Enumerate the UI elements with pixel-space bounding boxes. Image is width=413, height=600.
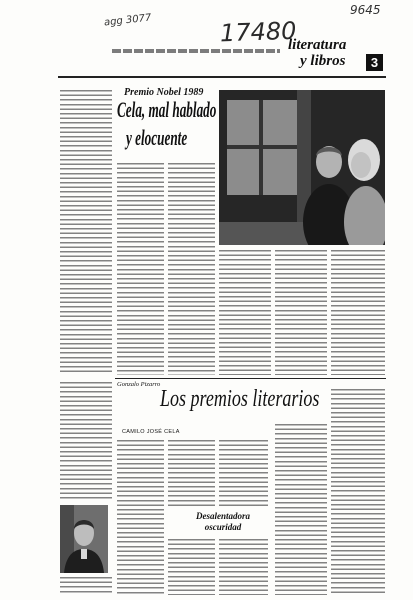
body-text-column: [219, 250, 271, 375]
photo-caption: CAMILO JOSÉ CELA: [122, 429, 180, 435]
article-subhead: [180, 511, 266, 533]
article-kicker: Premio Nobel 1989: [124, 87, 204, 98]
portrait-photo: [60, 505, 108, 573]
body-text-column: [60, 90, 112, 375]
page-number-badge: 3: [366, 54, 383, 71]
body-text-column: [60, 577, 112, 595]
article-headline-line2: y elocuente: [126, 125, 188, 150]
body-text-column: [168, 163, 215, 375]
body-text-column: [331, 250, 385, 375]
archive-number-annotation: 9645: [350, 3, 381, 17]
subhead-line2: oscuridad: [204, 522, 242, 532]
article-divider-rule: [115, 378, 386, 379]
article-headline-line1: Cela, mal hablado: [117, 97, 217, 122]
subhead-line1: Desalentadora: [196, 511, 250, 521]
publication-dateline: [112, 49, 280, 53]
stamp-number-annotation: 17480: [219, 16, 297, 48]
body-text-column: [219, 539, 268, 595]
window-mullion: [227, 145, 297, 149]
body-text-column: [60, 382, 112, 501]
section-title-line2: y libros: [300, 53, 346, 69]
body-text-column: [219, 440, 268, 508]
person-face: [351, 152, 371, 178]
body-text-column: [117, 440, 164, 595]
section-title-line1: literatura: [288, 37, 347, 53]
body-text-column: [331, 389, 385, 595]
body-text-column: [275, 424, 327, 595]
article-photo: [219, 90, 385, 245]
shirt-collar: [81, 549, 87, 559]
article-headline: Los premios literarios: [160, 386, 320, 412]
header-rule: [58, 76, 386, 78]
article-byline: Gonzalo Pizarro: [117, 381, 161, 388]
catalog-code-annotation: agg 3077: [103, 12, 152, 29]
body-text-column: [117, 163, 164, 375]
body-text-column: [168, 440, 215, 508]
table-shape: [219, 222, 311, 245]
body-text-column: [275, 250, 327, 375]
body-text-column: [168, 539, 215, 595]
